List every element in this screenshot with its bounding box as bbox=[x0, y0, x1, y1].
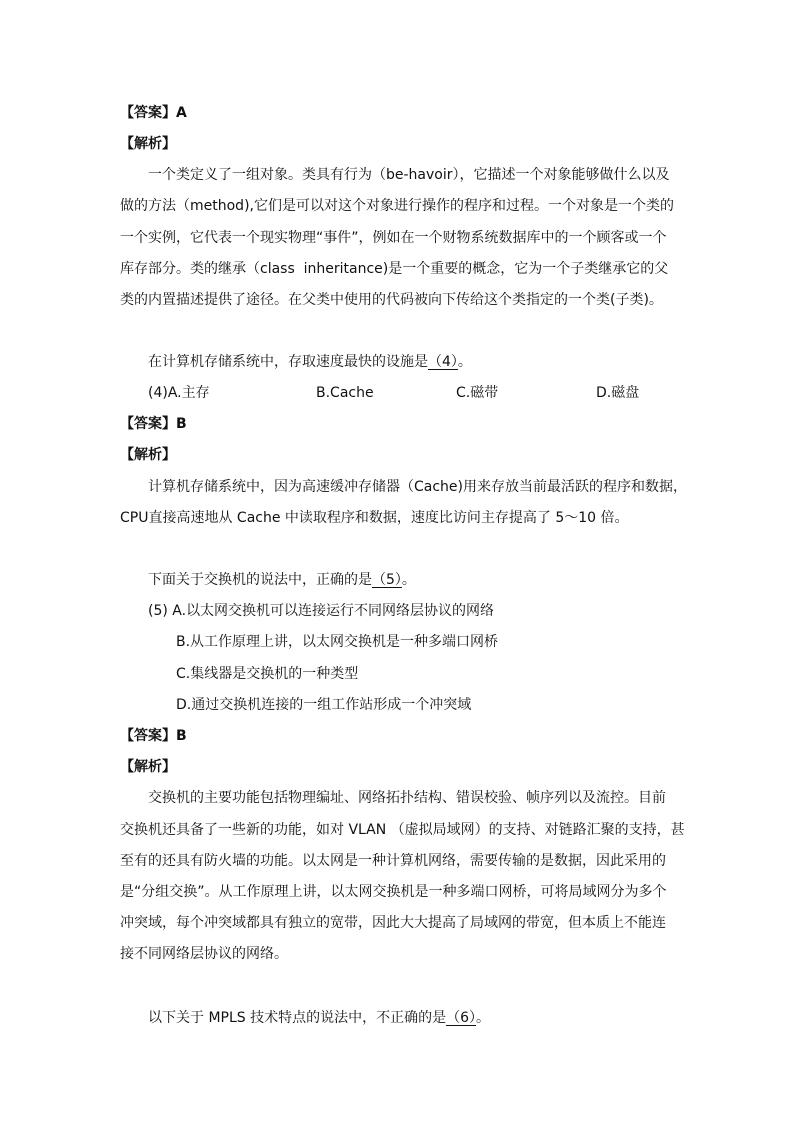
question-stem: 下面关于交换机的说法中，正确的是（5）。 bbox=[148, 572, 416, 588]
paragraph-line: 交换机还具备了一些新的功能，如对 VLAN （虚拟局域网）的支持、对链路汇聚的支持，甚 bbox=[120, 822, 685, 838]
paragraph-line: 做的方法（method),它们是可以对这个对象进行操作的程序和过程。一个对象是一个类的 bbox=[120, 198, 674, 214]
question-stem: 在计算机存储系统中，存取速度最快的设施是（4）。 bbox=[148, 354, 472, 370]
paragraph-line: 一个类定义了一组对象。类具有行为（be-havoir），它描述一个对象能够做什么以及 bbox=[148, 167, 670, 183]
option-c: C.集线器是交换机的一种类型 bbox=[176, 666, 359, 682]
option-b: B.从工作原理上讲，以太网交换机是一种多端口网桥 bbox=[176, 634, 499, 650]
answer-heading bbox=[120, 414, 187, 434]
paragraph-line: 类的内置描述提供了途径。在父类中使用的代码被向下传给这个类指定的一个类(子类)。 bbox=[120, 292, 663, 308]
answer-value: B bbox=[176, 728, 187, 744]
paragraph-line: 是“分组交换”。从工作原理上讲，以太网交换机是一种多端口网桥，可将局域网分为多个 bbox=[120, 884, 667, 900]
answer-heading bbox=[120, 103, 187, 123]
answer-value: B bbox=[176, 416, 187, 432]
option-a: (4)A.主存 bbox=[148, 385, 210, 401]
answer-value: A bbox=[176, 105, 187, 121]
answer-heading bbox=[120, 726, 187, 746]
analysis-heading: 【解析】 bbox=[120, 447, 176, 463]
option-b: B.Cache bbox=[316, 385, 374, 401]
paragraph-line: 冲突域，每个冲突域都具有独立的宽带，因此大大提高了局域网的带宽，但本质上不能连 bbox=[120, 915, 666, 931]
option-a: (5) A.以太网交换机可以连接运行不同网络层协议的网络 bbox=[148, 603, 495, 619]
paragraph-line: CPU直接高速地从 Cache 中读取程序和数据，速度比访问主存提高了 5～10 倍。 bbox=[120, 510, 629, 526]
option-d: D.磁盘 bbox=[596, 385, 640, 401]
answer-blank: （5） bbox=[372, 572, 402, 588]
analysis-heading: 【解析】 bbox=[120, 759, 176, 775]
answer-blank: （6） bbox=[446, 1010, 477, 1026]
paragraph-line: 至有的还具有防火墙的功能。以太网是一种计算机网络，需要传输的是数据，因此采用的 bbox=[120, 853, 666, 869]
paragraph-line: 交换机的主要功能包括物理编址、网络拓扑结构、错误校验、帧序列以及流控。目前 bbox=[148, 790, 666, 806]
answer-label: 【答案】 bbox=[120, 728, 176, 744]
answer-label: 【答案】 bbox=[120, 105, 176, 121]
answer-blank: （4） bbox=[428, 354, 458, 370]
paragraph-line: 接不同网络层协议的网络。 bbox=[120, 946, 288, 962]
question-stem: 以下关于 MPLS 技术特点的说法中，不正确的是（6）。 bbox=[148, 1010, 491, 1026]
paragraph-line: 计算机存储系统中，因为高速缓冲存储器（Cache)用来存放当前最活跃的程序和数据， bbox=[148, 479, 687, 495]
answer-label: 【答案】 bbox=[120, 416, 176, 432]
option-c: C.磁带 bbox=[456, 385, 499, 401]
paragraph-line: 一个实例，它代表一个现实物理“事件”，例如在一个财物系统数据库中的一个顾客或一个 bbox=[120, 230, 667, 246]
analysis-heading: 【解析】 bbox=[120, 136, 176, 152]
paragraph-line: 库存部分。类的继承（class inheritance)是一个重要的概念，它为一个子类继承它的父 bbox=[120, 261, 669, 277]
option-d: D.通过交换机连接的一组工作站形成一个冲突域 bbox=[176, 697, 472, 713]
